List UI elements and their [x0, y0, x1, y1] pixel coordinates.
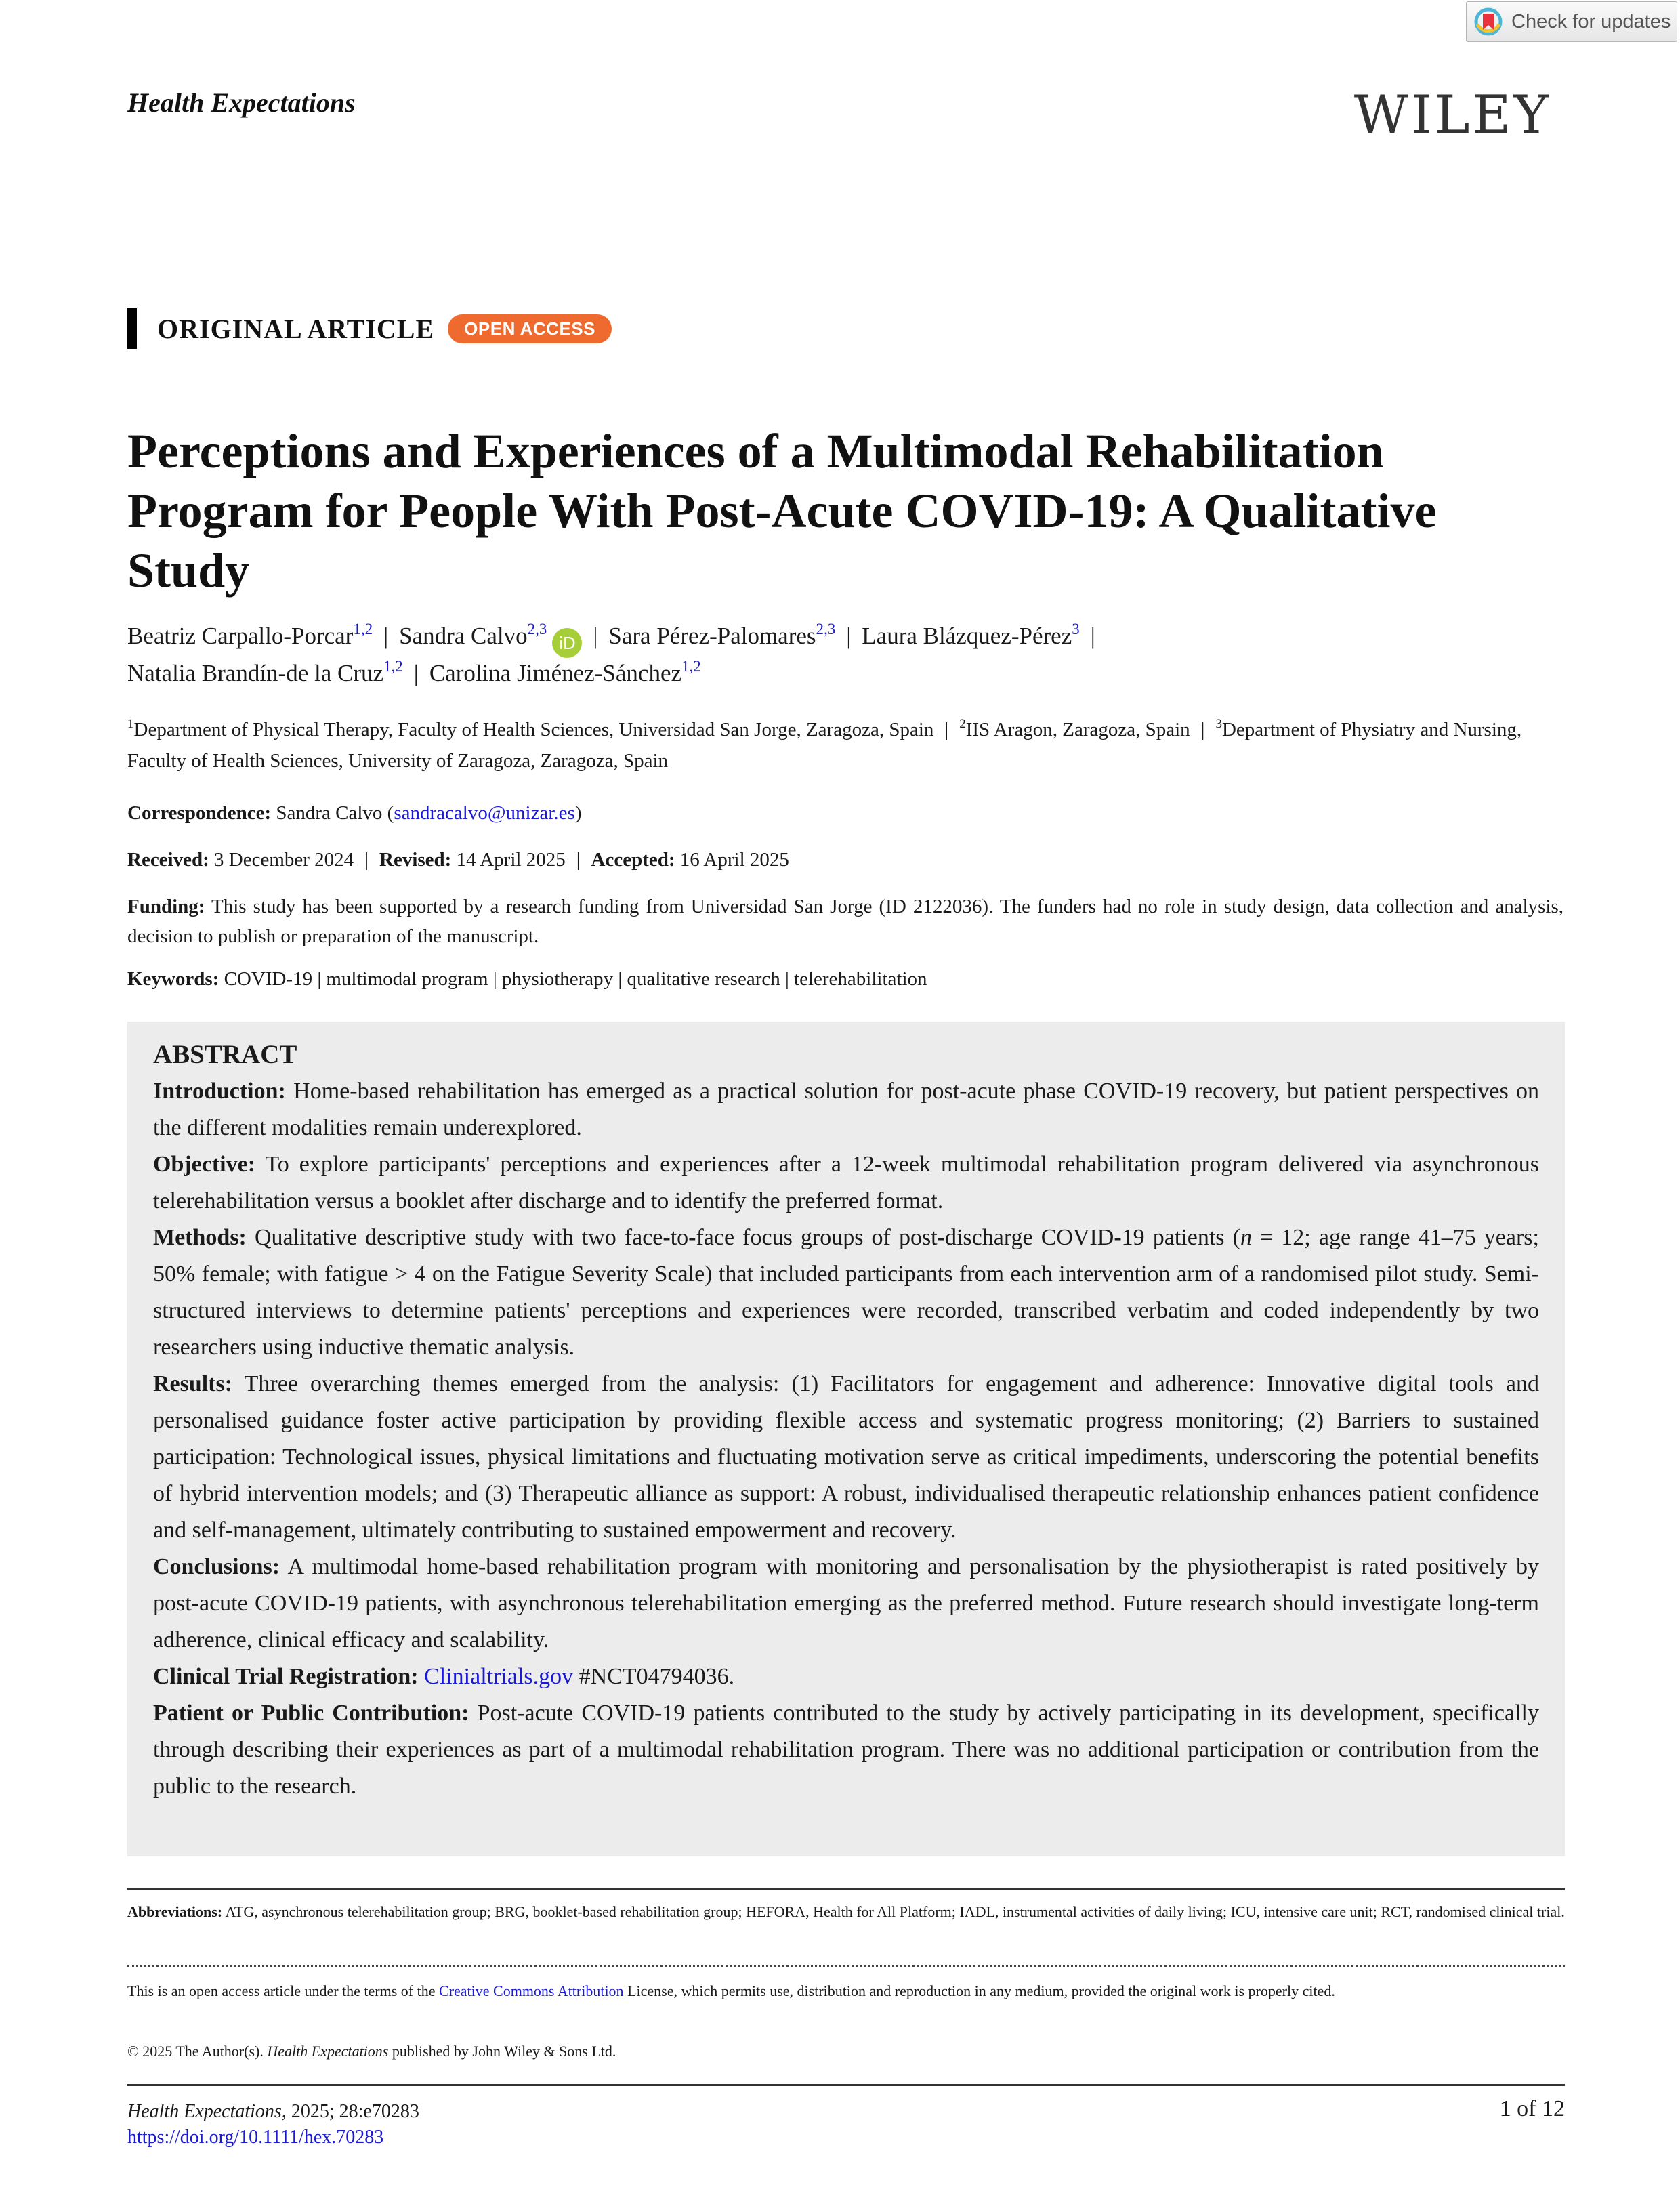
received-date: 3 December 2024 — [214, 849, 354, 871]
copyright-text: published by John Wiley & Sons Ltd. — [388, 2043, 616, 2060]
author-name[interactable]: Sandra Calvo — [399, 623, 528, 649]
abbreviations-label: Abbreviations: — [127, 1903, 223, 1920]
section-text: Post-acute COVID-19 patients contributed to the study by actively participating in its development, specifically through describing their experiences as part of a multimodal rehabilitation program. There was no additional participation or contribution from the public to the research. — [153, 1701, 1540, 1799]
page-number: 1 of 12 — [1499, 2096, 1565, 2121]
abstract-conclusions — [153, 1549, 1539, 1659]
section-text: = 12; age range 41–75 years; 50% female; with fatigue > 4 on the Fatigue Severity Scale) that included participants from each intervention arm of a randomised pilot study. Semi-structured interviews to determine patients' perceptions and experiences were recorded, transcribed verbatim and coded independently by two researchers using inductive thematic analysis. — [153, 1225, 1539, 1360]
abstract-heading: ABSTRACT — [153, 1040, 297, 1069]
separator: | — [576, 849, 581, 871]
copyright — [127, 2041, 1565, 2062]
affiliation-ref[interactable]: 3 — [1072, 621, 1080, 638]
separator: | — [364, 849, 369, 871]
abstract-box — [127, 1022, 1565, 1856]
funding-text: This study has been supported by a research funding from Universidad San Jorge (ID 2122036). The funders had no role in study design, data collection and analysis, decision to publish or preparation of the manuscript. — [127, 896, 1563, 947]
section-text: Qualitative descriptive study with two face-to-face focus groups of post-discharge COVID-19 patients ( — [254, 1225, 1240, 1250]
affiliation-text: IIS Aragon, Zaragoza, Spain — [965, 719, 1190, 741]
correspondence-label: Correspondence: — [127, 802, 272, 824]
keywords-list: COVID-19 | multimodal program | physiotherapy | qualitative research | telerehabilitation — [224, 968, 927, 990]
abstract-introduction — [153, 1073, 1539, 1146]
section-label: Introduction: — [153, 1079, 286, 1104]
section-label: Clinical Trial Registration: — [153, 1664, 419, 1689]
section-text: Home-based rehabilitation has emerged as a practical solution for post-acute phase COVID-19 recovery, but patient perspectives on the different modalities remain underexplored. — [153, 1079, 1539, 1140]
doi-link[interactable]: https://doi.org/10.1111/hex.70283 — [127, 2127, 384, 2148]
abstract-results — [153, 1366, 1539, 1549]
trial-id: #NCT04794036. — [573, 1664, 735, 1689]
section-label: Results: — [153, 1371, 233, 1396]
license-text: This is an open access article under the terms of the — [127, 1982, 440, 1999]
separator: | — [413, 660, 419, 686]
publisher-logo: WILEY — [1353, 85, 1551, 146]
section-text: Three overarching themes emerged from the analysis: (1) Facilitators for engagement and adherence: Innovative digital tools and personalised guidance foster active participation by providing flexible access and systematic progress monitoring; (2) Barriers to sustained participation: Technological issues, physical limitations and fluctuating motivation serve as critical impediments, underscoring the potential benefits of hybrid intervention models; and (3) Therapeutic alliance as support: A robust, individualised therapeutic relationship enhances patient confidence and self-management, ultimately contributing to sustained empowerment and recovery. — [153, 1371, 1539, 1543]
article-type: ORIGINAL ARTICLE — [157, 313, 435, 344]
copyright-text: © 2025 The Author(s). — [127, 2043, 268, 2060]
license-text: License, which permits use, distribution and reproduction in any medium, provided the original work is properly cited. — [623, 1982, 1335, 1999]
section-label: Methods: — [153, 1225, 247, 1250]
affiliation-ref[interactable]: 2,3 — [816, 621, 836, 638]
received-label: Received: — [127, 849, 209, 871]
keywords — [127, 964, 1563, 994]
author-name[interactable]: Beatriz Carpallo-Porcar — [127, 623, 354, 649]
affiliation-number: 3 — [1215, 717, 1222, 731]
revised-label: Revised: — [379, 849, 452, 871]
abstract-objective — [153, 1146, 1539, 1220]
author-name[interactable]: Carolina Jiménez-Sánchez — [429, 660, 682, 686]
orcid-icon[interactable]: iD — [552, 628, 582, 658]
author-list — [127, 621, 1563, 689]
abbreviations — [127, 1901, 1565, 1922]
footer-journal: Health Expectations — [127, 2101, 282, 2122]
correspondence-email-link[interactable]: sandracalvo@unizar.es — [394, 802, 575, 824]
journal-name: Health Expectations — [127, 87, 356, 118]
open-access-badge: OPEN ACCESS — [448, 314, 612, 343]
accepted-label: Accepted: — [591, 849, 675, 871]
abstract-trial-registration — [153, 1659, 1539, 1695]
check-for-updates-button[interactable] — [1466, 1, 1677, 42]
keywords-label: Keywords: — [127, 968, 219, 990]
license-link[interactable]: Creative Commons Attribution — [439, 1982, 624, 1999]
section-text: To explore participants' perceptions and experiences after a 12-week multimodal rehabilitation program delivered via asynchronous telerehabilitation versus a booklet after discharge and to identify the preferred format. — [153, 1152, 1539, 1213]
footer-volume: , 2025; 28:e70283 — [281, 2101, 419, 2122]
copyright-journal: Health Expectations — [267, 2043, 389, 2060]
divider — [127, 1888, 1565, 1890]
separator: | — [1090, 623, 1095, 649]
article-dates — [127, 845, 1563, 875]
dotted-divider — [127, 1965, 1565, 1967]
license-notice — [127, 1977, 1565, 2005]
abbreviations-text: ATG, asynchronous telerehabilitation group; BRG, booklet-based rehabilitation group; HEFORA, Health for All Platform; IADL, instrumental activities of daily living; ICU, intensive care unit; RCT, randomised clinical trial. — [225, 1903, 1565, 1920]
separator: | — [846, 623, 852, 649]
abstract-patient-contribution — [153, 1695, 1539, 1805]
check-for-updates-label: Check for updates — [1511, 10, 1671, 33]
affiliation-ref[interactable]: 1,2 — [383, 658, 403, 675]
funding — [127, 892, 1563, 951]
sample-size-symbol: n — [1240, 1225, 1252, 1250]
affiliation-ref[interactable]: 2,3 — [527, 621, 547, 638]
author-name[interactable]: Natalia Brandín-de la Cruz — [127, 660, 384, 686]
separator: | — [1200, 719, 1205, 741]
separator: | — [593, 623, 598, 649]
section-text: A multimodal home-based rehabilitation program with monitoring and personalisation by the physiotherapist is rated positively by post-acute COVID-19 patients, with asynchronous telerehabilitation emerging as the preferred method. Future research should investigate long-term adherence, clinical efficacy and scalability. — [153, 1554, 1540, 1652]
article-title: Perceptions and Experiences of a Multimodal Rehabilitation Program for People With Post-Acute COVID-19: A Qualitative Study — [127, 424, 1437, 598]
revised-date: 14 April 2025 — [456, 849, 566, 871]
affiliation-ref[interactable]: 1,2 — [681, 658, 701, 675]
affiliation-ref[interactable]: 1,2 — [353, 621, 373, 638]
correspondence-name: Sandra Calvo — [276, 802, 383, 824]
footer-citation — [127, 2099, 419, 2150]
affiliation-number: 1 — [127, 717, 134, 731]
affiliation-text: Department of Physiatry and Nursing, Faculty of Health Sciences, University of Zaragoza, Zaragoza, Spain — [127, 719, 1522, 772]
separator: | — [383, 623, 389, 649]
funding-label: Funding: — [127, 896, 205, 917]
footer-divider — [127, 2084, 1565, 2086]
section-label: Objective: — [153, 1152, 256, 1177]
crossmark-icon — [1473, 7, 1503, 37]
article-type-bar — [127, 308, 137, 349]
affiliation-text: Department of Physical Therapy, Faculty of Health Sciences, Universidad San Jorge, Zaragoza, Spain — [133, 719, 934, 741]
trial-registry-link[interactable]: Clinialtrials.gov — [424, 1664, 574, 1689]
affiliation-number: 2 — [959, 717, 966, 731]
author-name[interactable]: Sara Pérez-Palomares — [608, 623, 816, 649]
abstract-methods — [153, 1220, 1539, 1366]
author-name[interactable]: Laura Blázquez-Pérez — [862, 623, 1072, 649]
accepted-date: 16 April 2025 — [679, 849, 789, 871]
section-label: Conclusions: — [153, 1554, 280, 1579]
section-label: Patient or Public Contribution: — [153, 1701, 469, 1726]
correspondence: Correspondence: Sandra Calvo (sandracalvo@unizar.es) — [127, 802, 582, 824]
affiliations — [127, 714, 1563, 776]
article-type-row — [127, 308, 612, 349]
separator: | — [944, 719, 949, 741]
